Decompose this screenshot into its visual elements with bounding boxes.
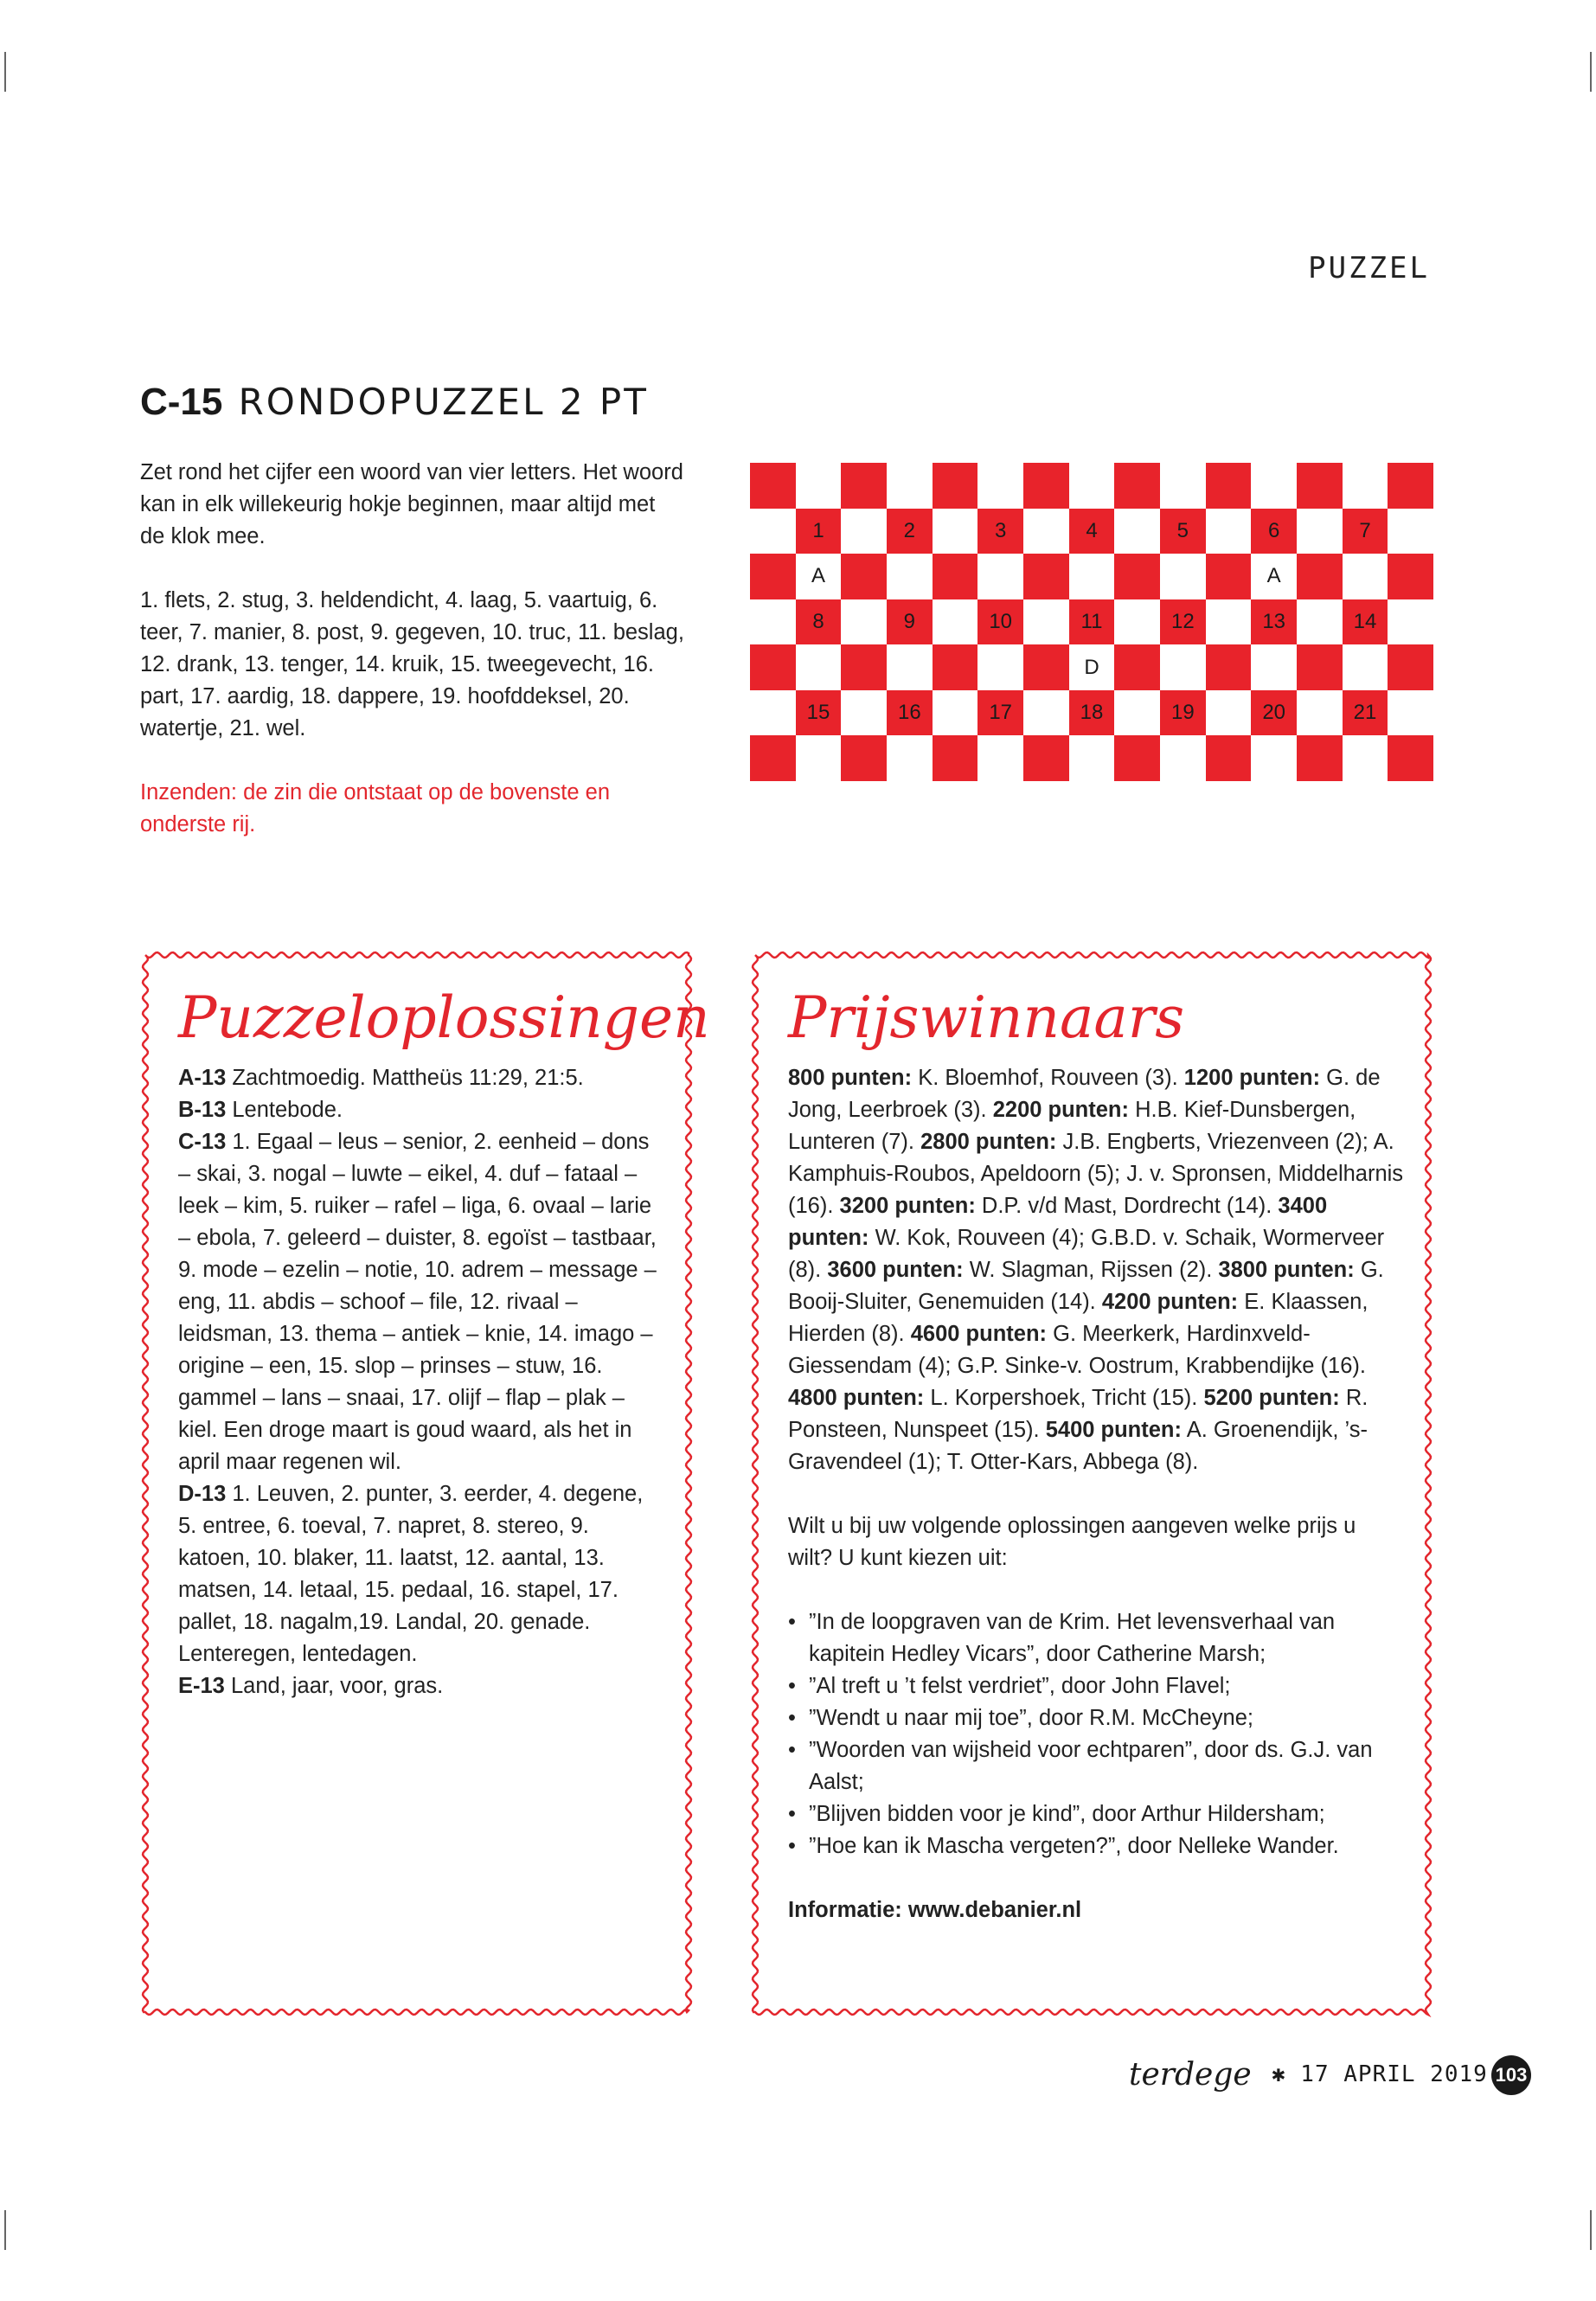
grid-cell — [1388, 644, 1433, 690]
grid-cell-label: 12 — [1170, 609, 1195, 633]
grid-cell-label: 5 — [1176, 518, 1189, 542]
grid-cell — [887, 599, 933, 645]
grid-cell — [933, 690, 978, 736]
grid-cell — [1343, 599, 1388, 645]
grid-cell — [1114, 463, 1160, 509]
grid-cell — [1114, 599, 1160, 645]
solutions-box — [140, 950, 710, 2017]
grid-cell — [887, 735, 933, 781]
winner-points: 1200 punten: — [1183, 1066, 1321, 1090]
grid-cell-label: 1 — [812, 518, 824, 542]
grid-cell — [1297, 463, 1343, 509]
grid-cell — [933, 735, 978, 781]
grid-cell — [1297, 554, 1343, 599]
solution-entry — [178, 1126, 664, 1478]
grid-cell — [933, 599, 978, 645]
grid-cell-label: 13 — [1262, 609, 1286, 633]
grid-cell — [887, 644, 933, 690]
prize-item: • ”Wendt u naar mij toe”, door R.M. McCheyne; — [788, 1702, 1404, 1734]
grid-cell — [933, 509, 978, 554]
grid-cell — [1114, 690, 1160, 736]
solution-text: Lentebode. — [232, 1098, 343, 1122]
prize-intro: Wilt u bij uw volgende oplossingen aangeven welke prijs u wilt? U kunt kiezen uit: — [788, 1514, 1356, 1570]
grid-cell — [1023, 554, 1069, 599]
winner-names: W. Kok, Rouveen (4); G.B.D. v. Schaik, Wormerveer (8). — [788, 1226, 1385, 1282]
grid-cell — [841, 690, 887, 736]
solution-entry — [178, 1062, 664, 1094]
grid-cell — [1023, 644, 1069, 690]
solution-entry — [178, 1478, 664, 1670]
grid-cell — [1343, 735, 1388, 781]
grid-cell — [841, 644, 887, 690]
winner-points: 2200 punten: — [992, 1098, 1130, 1122]
winner-points: 5200 punten: — [1203, 1386, 1340, 1410]
winner-names: D.P. v/d Mast, Dordrecht (14). — [981, 1194, 1272, 1218]
grid-cell-label: A — [811, 564, 825, 588]
page-number: 103 — [1491, 2055, 1531, 2095]
grid-cell-label: 6 — [1267, 518, 1280, 542]
winner-names: G. Meerkerk, Hardinxveld-Giessendam (4); G.P. Sinke-v. Oostrum, Krabbendijke (16). — [788, 1322, 1366, 1378]
grid-cell — [1343, 463, 1388, 509]
grid-cell — [1388, 509, 1433, 554]
grid-cell-label: A — [1266, 564, 1281, 588]
grid-cell — [796, 599, 842, 645]
grid-cell — [750, 690, 796, 736]
grid-cell — [1206, 599, 1252, 645]
grid-cell-label: 20 — [1262, 701, 1286, 725]
winner-points: 3600 punten: — [827, 1258, 964, 1282]
grid-cell — [1297, 644, 1343, 690]
grid-cell — [1388, 735, 1433, 781]
crop-mark — [1590, 2210, 1592, 2250]
grid-cell — [887, 463, 933, 509]
winner-names: E. Klaassen, Hierden (8). — [788, 1290, 1368, 1346]
solution-entry — [178, 1094, 664, 1126]
crop-mark — [4, 2210, 6, 2250]
grid-cell — [1069, 554, 1115, 599]
info-link[interactable]: Informatie: www.debanier.nl — [788, 1898, 1082, 1922]
grid-cell — [1206, 509, 1252, 554]
grid-cell — [1343, 644, 1388, 690]
grid-cell — [977, 463, 1023, 509]
winner-points: 4200 punten: — [1101, 1290, 1239, 1314]
prize-item: • ”Woorden van wijsheid voor echtparen”, door ds. G.J. van Aalst; — [788, 1734, 1404, 1798]
prize-item: • ”Hoe kan ik Mascha vergeten?”, door Nelleke Wander. — [788, 1830, 1404, 1862]
grid-cell — [1251, 599, 1297, 645]
grid-cell — [933, 554, 978, 599]
winners-title: Prijswinnaars — [788, 984, 1185, 1051]
grid-cell — [750, 463, 796, 509]
grid-cell — [1023, 463, 1069, 509]
grid-cell — [1343, 554, 1388, 599]
puzzle-heading — [140, 381, 649, 424]
grid-cell — [1069, 463, 1115, 509]
solution-code: D-13 — [178, 1482, 227, 1506]
grid-cell — [1023, 599, 1069, 645]
grid-cell — [796, 509, 842, 554]
winner-names: G. Booij-Sluiter, Genemuiden (14). — [788, 1258, 1384, 1314]
grid-cell — [796, 690, 842, 736]
grid-cell — [1160, 599, 1206, 645]
solution-code: A-13 — [178, 1066, 227, 1090]
issue-date: ✱ 17 APRIL 2019 — [1272, 2061, 1488, 2087]
grid-cell — [1388, 463, 1433, 509]
winner-points: 3200 punten: — [839, 1194, 976, 1218]
grid-cell — [750, 735, 796, 781]
grid-cell — [933, 463, 978, 509]
puzzle-title: RONDOPUZZEL 2 PT — [238, 381, 649, 423]
grid-cell — [1114, 554, 1160, 599]
grid-cell — [1206, 644, 1252, 690]
grid-cell-label: 9 — [903, 609, 915, 633]
grid-cell-label: 4 — [1086, 518, 1098, 542]
grid-cell — [1160, 509, 1206, 554]
winners-content — [788, 1062, 1404, 1926]
grid-cell — [977, 599, 1023, 645]
grid-cell — [1023, 509, 1069, 554]
grid-cell — [1297, 735, 1343, 781]
grid-cell — [1206, 554, 1252, 599]
grid-cell-label: 11 — [1080, 609, 1103, 633]
grid-cell — [887, 509, 933, 554]
grid-cell — [933, 644, 978, 690]
grid-cell — [750, 509, 796, 554]
grid-cell — [841, 599, 887, 645]
grid-cell — [1388, 554, 1433, 599]
grid-cell — [796, 735, 842, 781]
winners-list — [788, 1062, 1404, 1478]
winner-names: G. de Jong, Leerbroek (3). — [788, 1066, 1381, 1122]
grid-cell — [977, 554, 1023, 599]
grid-cell — [796, 644, 842, 690]
grid-cell-label: 21 — [1353, 701, 1377, 725]
grid-cell — [977, 509, 1023, 554]
grid-cell — [1388, 690, 1433, 736]
grid-cell — [750, 554, 796, 599]
winner-names: K. Bloemhof, Rouveen (3). — [918, 1066, 1178, 1090]
grid-cell — [1069, 644, 1115, 690]
winner-points: 4800 punten: — [788, 1386, 925, 1410]
grid-cell — [1023, 735, 1069, 781]
grid-cell — [841, 509, 887, 554]
grid-cell-label: 15 — [806, 701, 830, 725]
winner-points: 5400 punten: — [1045, 1418, 1182, 1442]
grid-cell — [841, 554, 887, 599]
grid-cell — [1206, 735, 1252, 781]
grid-cell — [1251, 554, 1297, 599]
prize-list — [788, 1606, 1404, 1862]
grid-cell — [1297, 690, 1343, 736]
winner-points: 800 punten: — [788, 1066, 913, 1090]
solution-entry — [178, 1670, 664, 1702]
winner-points: 4600 punten: — [910, 1322, 1048, 1346]
grid-cell-label: 18 — [1080, 701, 1104, 725]
prize-item: • ”Al treft u ’t felst verdriet”, door John Flavel; — [788, 1670, 1404, 1702]
puzzle-code: C-15 — [140, 381, 223, 423]
grid-cell — [841, 735, 887, 781]
grid-cell — [1023, 690, 1069, 736]
submit-note: Inzenden: de zin die ontstaat op de bovenste en onderste rij. — [140, 780, 610, 836]
solution-text: 1. Egaal – leus – senior, 2. eenheid – dons – skai, 3. nogal – luwte – eikel, 4. duf – fataal – leek – kim, 5. ruiker – rafel – liga, 6. ovaal – larie – ebola, 7. geleerd – duister, 8. egoïst – tastbaar, 9. mode – ezelin – notie, 10. adrem – message – eng, 11. abdis – schoof – file, 12. rivaal – leidsman, 13. thema – antiek – knie, 14. imago – origine – een, 15. slop – prinses – stuw, 16. gammel – lans – snaai, 17. olijf – flap – plak – kiel. Een droge maart is goud waard, als het in april maar regenen wil. — [178, 1130, 657, 1474]
winner-names: R. Ponsteen, Nunspeet (15). — [788, 1386, 1368, 1442]
solution-code: C-13 — [178, 1130, 227, 1154]
winner-names: L. Korpershoek, Tricht (15). — [930, 1386, 1198, 1410]
winners-box — [750, 950, 1433, 2017]
grid-cell — [1297, 599, 1343, 645]
grid-cell — [750, 599, 796, 645]
grid-cell — [1343, 690, 1388, 736]
winner-points: 3400 punten: — [788, 1194, 1328, 1250]
grid-cell — [841, 463, 887, 509]
grid-cell — [1114, 735, 1160, 781]
puzzle-clues: 1. flets, 2. stug, 3. heldendicht, 4. laag, 5. vaartuig, 6. teer, 7. manier, 8. post, 9. gegeven, 10. truc, 11. beslag, 12. drank, 13. tenger, 14. kruik, 15. tweegevecht, 16. part, 17. aardig, 18. dappere, 19. hoofddeksel, 20. watertje, 21. wel. — [140, 588, 684, 740]
crop-mark — [4, 52, 6, 92]
grid-cell — [887, 690, 933, 736]
grid-cell — [1160, 690, 1206, 736]
winner-points: 2800 punten: — [920, 1130, 1057, 1154]
grid-cell — [1160, 735, 1206, 781]
winner-names: A. Groenendijk, ’s-Gravendeel (1); T. Otter-Kars, Abbega (8). — [788, 1418, 1368, 1474]
grid-cell — [977, 644, 1023, 690]
grid-cell-label: 2 — [903, 518, 915, 542]
winner-points: 3800 punten: — [1218, 1258, 1355, 1282]
winner-names: J.B. Engberts, Vriezenveen (2); A. Kamphuis-Roubos, Apeldoorn (5); J. v. Spronsen, Middelharnis (16). — [788, 1130, 1404, 1218]
solutions-title: Puzzeloplossingen — [178, 984, 710, 1051]
grid-cell-label: 8 — [812, 609, 824, 633]
solution-text: Zachtmoedig. Mattheüs 11:29, 21:5. — [232, 1066, 584, 1090]
solutions-list — [178, 1062, 664, 1702]
grid-cell — [1343, 509, 1388, 554]
grid-cell — [1297, 509, 1343, 554]
solution-text: Land, jaar, voor, gras. — [230, 1674, 444, 1698]
grid-cell — [1251, 735, 1297, 781]
grid-cell — [1251, 690, 1297, 736]
grid-cell-label: 10 — [989, 609, 1013, 633]
solution-text: 1. Leuven, 2. punter, 3. eerder, 4. degene, 5. entree, 6. toeval, 7. napret, 8. stereo, 9. katoen, 10. blaker, 11. laatst, 12. aantal, 13. matsen, 14. letaal, 15. pedaal, 16. stapel, 17. pallet, 18. nagalm,19. Landal, 20. genade. Lenteregen, lentedagen. — [178, 1482, 644, 1666]
grid-cell-label: 7 — [1359, 518, 1371, 542]
prize-item: • ”In de loopgraven van de Krim. Het levensverhaal van kapitein Hedley Vicars”, door Catherine Marsh; — [788, 1606, 1404, 1670]
puzzle-instructions: Zet rond het cijfer een woord van vier letters. Het woord kan in elk willekeurig hokje beginnen, maar altijd met de klok mee. — [140, 460, 683, 548]
grid-cell — [977, 735, 1023, 781]
winner-names: H.B. Kief-Dunsbergen, Lunteren (7). — [788, 1098, 1356, 1154]
grid-cell — [1069, 735, 1115, 781]
grid-cell-label: 3 — [994, 518, 1007, 542]
grid-cell-label: D — [1084, 655, 1099, 679]
grid-cell — [1069, 599, 1115, 645]
grid-cell — [796, 554, 842, 599]
grid-cell — [1160, 644, 1206, 690]
brand-logo: terdege — [1129, 2057, 1252, 2093]
crop-mark — [1590, 52, 1592, 92]
prize-item: • ”Blijven bidden voor je kind”, door Arthur Hildersham; — [788, 1798, 1404, 1830]
grid-cell — [796, 463, 842, 509]
grid-cell — [1114, 644, 1160, 690]
grid-cell-label: 19 — [1170, 701, 1195, 725]
solution-code: B-13 — [178, 1098, 227, 1122]
grid-cell — [750, 644, 796, 690]
grid-cell — [1251, 509, 1297, 554]
winner-names: W. Slagman, Rijssen (2). — [969, 1258, 1213, 1282]
section-label: PUZZEL — [1308, 251, 1430, 285]
grid-cell — [1069, 509, 1115, 554]
grid-cell — [1114, 509, 1160, 554]
puzzle-grid — [750, 463, 1433, 781]
grid-cell-label: 17 — [989, 701, 1013, 725]
grid-cell — [1206, 463, 1252, 509]
solution-code: E-13 — [178, 1674, 225, 1698]
grid-cell — [977, 690, 1023, 736]
grid-cell — [1160, 554, 1206, 599]
grid-cell — [1251, 644, 1297, 690]
grid-cell — [887, 554, 933, 599]
grid-cell-label: 16 — [897, 701, 921, 725]
grid-cell — [1160, 463, 1206, 509]
grid-cell — [1206, 690, 1252, 736]
grid-cell — [1388, 599, 1433, 645]
grid-cell — [1251, 463, 1297, 509]
grid-cell — [1069, 690, 1115, 736]
grid-cell-label: 14 — [1353, 609, 1377, 633]
